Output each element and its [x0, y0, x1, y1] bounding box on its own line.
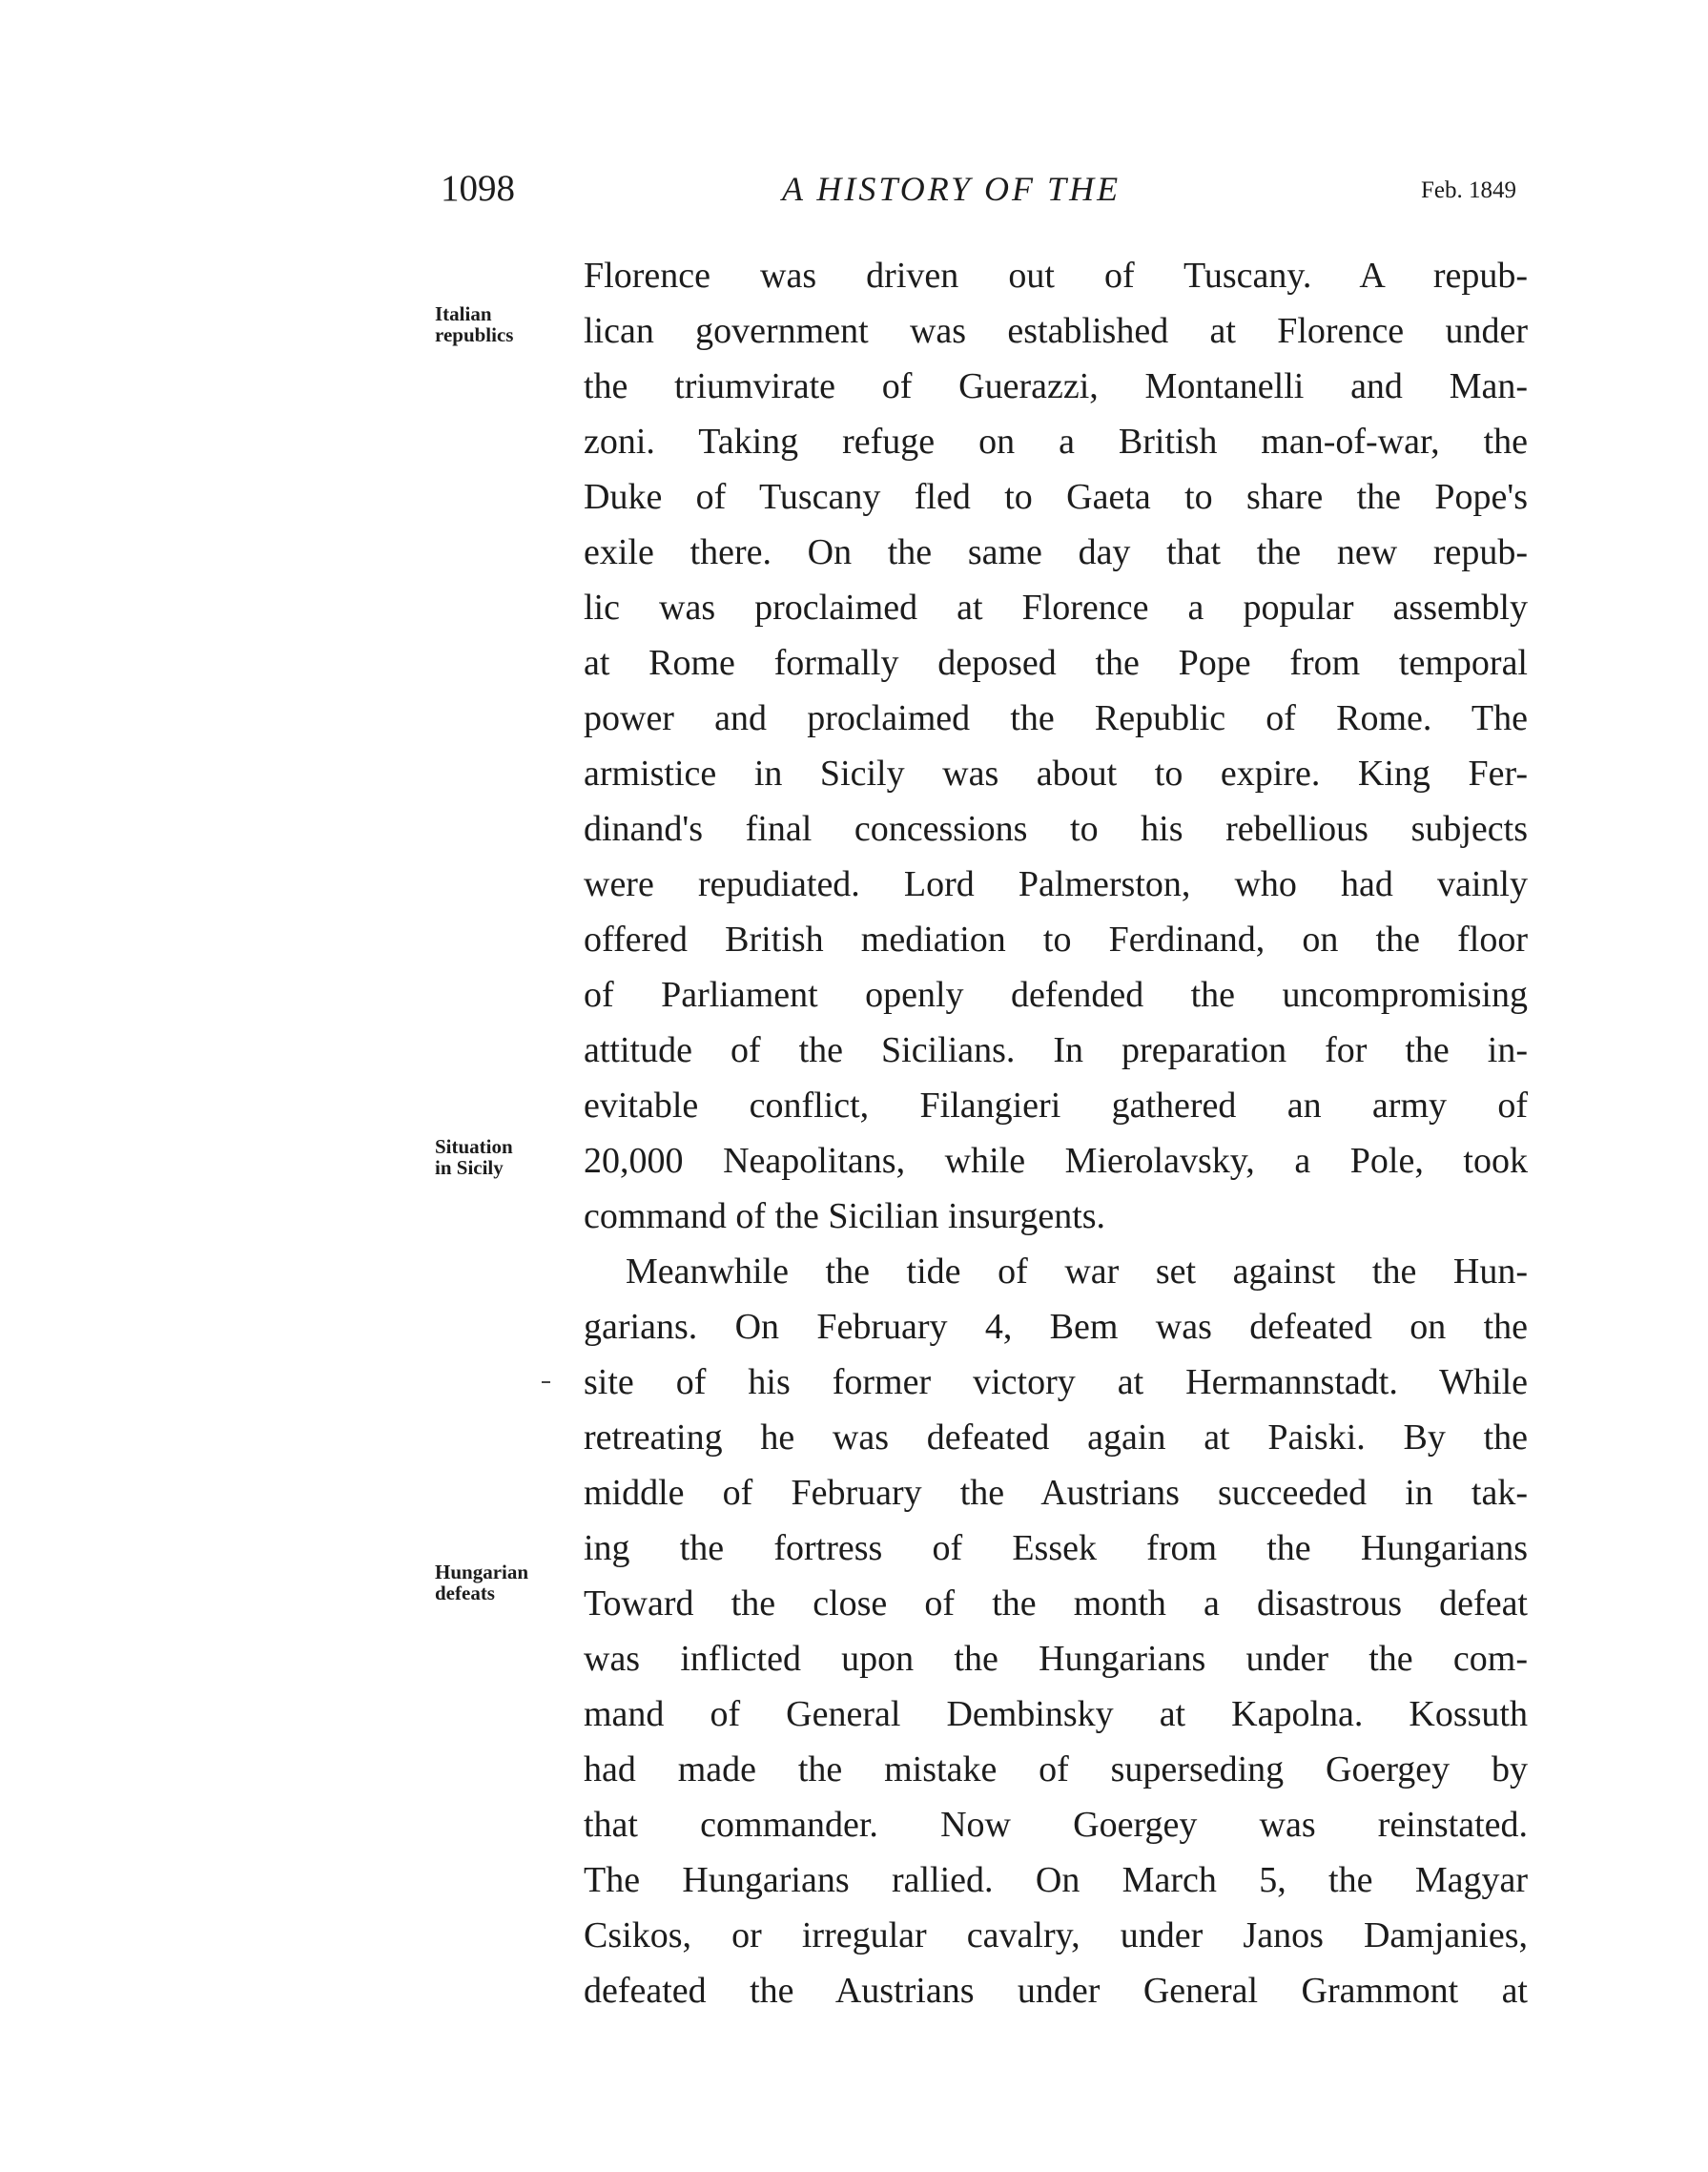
margin-note-line: Hungarian: [435, 1561, 529, 1583]
stray-mark: [542, 1381, 550, 1383]
text-line: the triumvirate of Guerazzi, Montanelli and Man-: [584, 366, 1528, 406]
text-line: Csikos, or irregular cavalry, under Janos Damjanies,: [584, 1915, 1528, 1955]
text-line: lican government was established at Florence under: [584, 311, 1528, 351]
text-line: defeated the Austrians under General Grammont at: [584, 1971, 1528, 2011]
text-line: retreating he was defeated again at Paiski. By the: [584, 1417, 1528, 1458]
page-number: 1098: [441, 168, 515, 209]
text-line: had made the mistake of superseding Goergey by: [584, 1749, 1528, 1789]
text-line-paragraph-start: Meanwhile the tide of war set against the Hun-: [626, 1251, 1528, 1292]
text-line: site of his former victory at Hermannstadt. While: [584, 1362, 1528, 1402]
margin-note-line: defeats: [435, 1582, 495, 1604]
text-line: dinand's final concessions to his rebellious subjects: [584, 809, 1528, 849]
text-line: Duke of Tuscany fled to Gaeta to share the Pope's: [584, 477, 1528, 517]
text-line: lic was proclaimed at Florence a popular assembly: [584, 588, 1528, 628]
text-line: zoni. Taking refuge on a British man-of-war, the: [584, 422, 1528, 462]
text-line: of Parliament openly defended the uncompromising: [584, 975, 1528, 1015]
text-line: Toward the close of the month a disastrous defeat: [584, 1583, 1528, 1624]
text-line: at Rome formally deposed the Pope from temporal: [584, 643, 1528, 683]
running-title: A HISTORY OF THE: [782, 170, 1122, 208]
margin-note-line: Italian: [435, 302, 492, 325]
text-line: 20,000 Neapolitans, while Mierolavsky, a Pole, took: [584, 1141, 1528, 1181]
text-line: was inflicted upon the Hungarians under the com-: [584, 1639, 1528, 1679]
text-line: The Hungarians rallied. On March 5, the Magyar: [584, 1860, 1528, 1900]
margin-note-line: republics: [435, 323, 514, 346]
text-line: that commander. Now Goergey was reinstated.: [584, 1805, 1528, 1845]
text-line: power and proclaimed the Republic of Rome. The: [584, 698, 1528, 738]
text-line: mand of General Dembinsky at Kapolna. Kossuth: [584, 1694, 1528, 1734]
margin-note-hungarian-defeats: [435, 1562, 528, 1603]
text-line: garians. On February 4, Bem was defeated on the: [584, 1307, 1528, 1347]
text-line: armistice in Sicily was about to expire. King Fer-: [584, 754, 1528, 794]
running-date: Feb. 1849: [1421, 177, 1516, 203]
body-text: [584, 248, 1528, 2018]
text-line: were repudiated. Lord Palmerston, who had vainly: [584, 864, 1528, 904]
text-line: Florence was driven out of Tuscany. A repub-: [584, 256, 1528, 296]
text-line: middle of February the Austrians succeeded in tak-: [584, 1473, 1528, 1513]
margin-note-line: Situation: [435, 1135, 513, 1158]
running-header: [0, 160, 1708, 217]
margin-note-line: in Sicily: [435, 1156, 504, 1179]
text-line: attitude of the Sicilians. In preparation for the in-: [584, 1030, 1528, 1070]
text-line: evitable conflict, Filangieri gathered an army of: [584, 1086, 1528, 1126]
text-line: ing the fortress of Essek from the Hungarians: [584, 1528, 1528, 1568]
margin-note-italian-republics: [435, 303, 513, 345]
text-line-paragraph-end: command of the Sicilian insurgents.: [584, 1196, 1106, 1236]
text-line: exile there. On the same day that the new repub-: [584, 532, 1528, 572]
margin-note-situation-in-sicily: [435, 1136, 513, 1178]
text-line: offered British mediation to Ferdinand, on the floor: [584, 920, 1528, 960]
